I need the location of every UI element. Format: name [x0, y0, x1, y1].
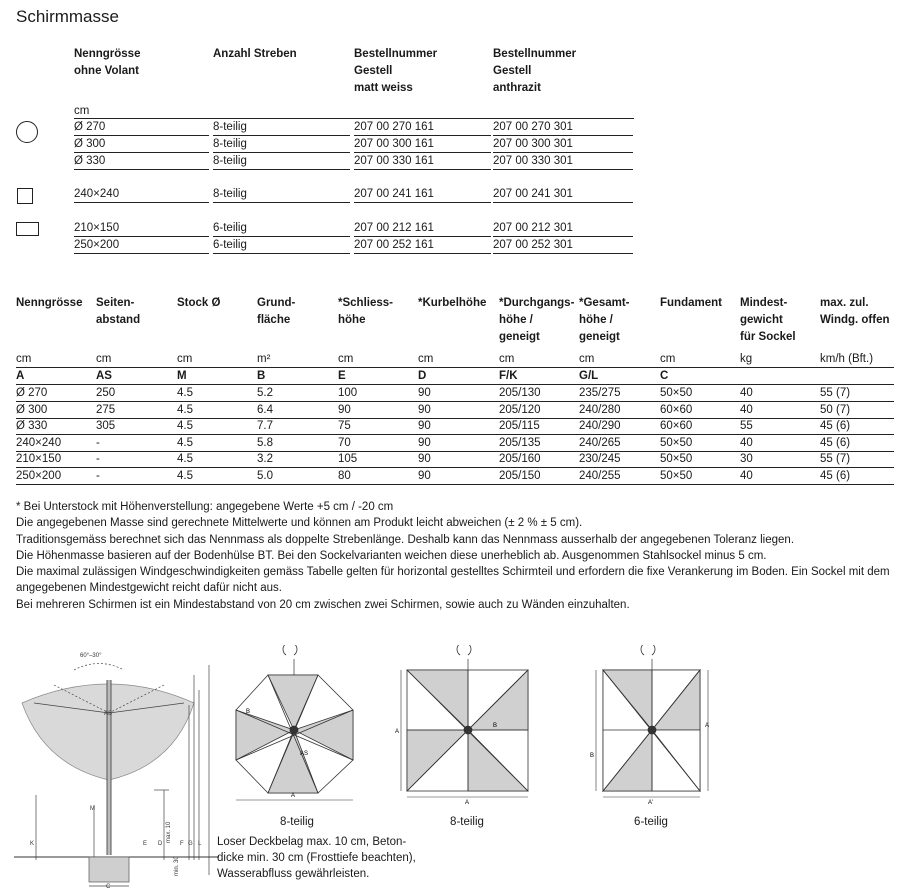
table2-code: D: [418, 370, 427, 382]
rule: [16, 367, 894, 368]
table1-cell: 207 00 241 301: [493, 188, 573, 200]
sq-label-a-side: A: [395, 729, 400, 735]
footnote-line: Die angegebenen Masse sind gerechnete Mittelwerte und können am Produkt leicht abweichen (± 2 % ± 5 cm).: [16, 517, 583, 530]
table2-header-line: Nenngrösse: [16, 297, 83, 309]
table1-cell: 207 00 270 161: [354, 121, 434, 133]
table2-cell: 205/150: [499, 469, 541, 482]
table2-cell: 70: [338, 436, 351, 449]
table1-cell: 207 00 300 301: [493, 138, 573, 150]
table2-cell: 50 (7): [820, 403, 851, 416]
table1-header-line: anthrazit: [493, 82, 541, 94]
table2-header-line: abstand: [96, 314, 141, 326]
table2-unit: cm: [499, 353, 515, 365]
rect-label-a-prime: A': [648, 800, 654, 805]
table2-code: E: [338, 370, 346, 382]
table2-header-line: fläche: [257, 314, 291, 326]
table2-unit: kg: [740, 353, 753, 365]
table2-header-line: Windg. offen: [820, 314, 890, 326]
rule: [74, 253, 209, 254]
table2-header-line: höhe: [338, 314, 366, 326]
table1-header-line: Gestell: [493, 65, 532, 77]
footnotes: [16, 499, 896, 613]
table1-cell: 207 00 330 161: [354, 155, 434, 167]
table2-header: [499, 295, 574, 346]
table1-cell: 207 00 252 301: [493, 239, 573, 251]
table2-header: [177, 295, 220, 312]
side-view-diagram: [14, 645, 219, 890]
table1-header: [493, 46, 576, 97]
table2-header-line: geneigt: [499, 331, 540, 343]
table1-cell: 207 00 241 161: [354, 188, 434, 200]
table2-cell: 55 (7): [820, 387, 851, 399]
table2-header: [418, 295, 486, 312]
side-label-as: AS: [104, 711, 113, 717]
rule: [493, 169, 633, 170]
table2-code: G/L: [579, 370, 599, 382]
table2-cell: 5.8: [257, 436, 273, 449]
table2-cell: 240×240: [16, 436, 62, 449]
table1-header-line: ohne Volant: [74, 65, 139, 77]
side-label-max: max. 10: [166, 821, 172, 843]
footnote-line: Traditionsgemäss berechnet sich das Nennmass als doppelte Strebenlänge. Deshalb kann das Nennmass ausserhalb der angegebenen Toleranz liegen.: [16, 533, 795, 546]
table1-cell: 6-teilig: [213, 222, 247, 234]
table2-cell: 6.4: [257, 403, 273, 416]
table2-code: F/K: [499, 370, 518, 382]
rule: [493, 253, 633, 254]
table2-cell: 55: [740, 420, 753, 432]
page-title: Schirmmasse: [16, 7, 119, 26]
rectangle-diagram: [588, 645, 718, 805]
side-caption-line: Loser Deckbelag max. 10 cm, Beton-: [217, 836, 407, 848]
table2-cell: 235/275: [579, 387, 621, 399]
table2-cell: 40: [740, 436, 753, 449]
footnote-line: Die Höhenmasse basieren auf der Bodenhülse BT. Bei den Sockelvarianten weichen diese unerheblich ab. Ausgenommen Stahlsockel minus 5 cm.: [16, 549, 767, 562]
table2-cell: 90: [418, 469, 431, 482]
rect-label-a: A: [705, 723, 710, 729]
table1-cell: 8-teilig: [213, 138, 247, 150]
table1-header-line: Bestellnummer: [493, 48, 577, 60]
rect-caption: 6-teilig: [634, 816, 668, 828]
table2-cell: 4.5: [177, 403, 193, 416]
table2-header-line: *Kurbelhöhe: [418, 297, 487, 309]
table2-header-line: höhe /: [499, 314, 533, 326]
table2-cell: 205/120: [499, 403, 541, 416]
table2-cell: 90: [418, 387, 431, 399]
table2-cell: 250×200: [16, 469, 62, 482]
footnote-line: Die maximal zulässigen Windgeschwindigkeiten gemäss Tabelle gelten für horizontal gestelltes Schirmteil und erfordern die fixe Verankerung im Boden. Ein Sockel mit dem angegebenen Mindestgewicht reicht dafür nicht aus.: [16, 566, 890, 595]
table2-cell: 230/245: [579, 453, 621, 465]
table1-header-line: Bestellnummer: [354, 48, 438, 60]
table2-cell: 5.2: [257, 387, 273, 399]
table2-cell: Ø 270: [16, 387, 48, 399]
table2-cell: 60×60: [660, 403, 693, 416]
table2-header-line: *Schliess-: [338, 297, 393, 309]
rule: [16, 484, 894, 485]
table1-unit: cm: [74, 105, 90, 117]
table2-cell: 30: [740, 453, 753, 465]
table2-code: A: [16, 370, 25, 382]
table1-cell: 240×240: [74, 188, 120, 200]
table2-header-line: Seiten-: [96, 297, 135, 309]
table1-cell: 8-teilig: [213, 155, 247, 167]
table2-cell: 240/265: [579, 436, 621, 449]
table2-cell: 90: [418, 403, 431, 416]
rule: [16, 418, 894, 419]
rule: [354, 169, 491, 170]
table1-header-line: Nenngrösse: [74, 48, 141, 60]
side-label-e: E: [143, 841, 148, 847]
table1-cell: 8-teilig: [213, 121, 247, 133]
table2-cell: -: [96, 469, 100, 482]
table2-cell: 75: [338, 420, 351, 432]
table2-cell: 240/290: [579, 420, 621, 432]
table2-cell: 90: [418, 436, 431, 449]
oct-label-as: AS: [300, 751, 309, 757]
table2-cell: 90: [338, 403, 351, 416]
oct-label-a: A: [291, 793, 296, 799]
table2-cell: 5.0: [257, 469, 273, 482]
side-label-c: C: [106, 884, 111, 890]
side-label-k: K: [30, 841, 35, 847]
table2-cell: 205/115: [499, 420, 540, 432]
table2-cell: 50×50: [660, 469, 693, 482]
oct-label-b: B: [246, 709, 251, 715]
side-label-f: F: [180, 841, 184, 847]
table2-cell: 50×50: [660, 436, 693, 449]
table2-cell: 240/255: [579, 469, 621, 482]
table1-header-line: Anzahl Streben: [213, 48, 297, 60]
table1-header-line: matt weiss: [354, 82, 413, 94]
table2-header-line: Stock Ø: [177, 297, 221, 309]
table2-cell: 40: [740, 387, 753, 399]
rectangle-shape-icon: [16, 222, 39, 236]
table2-unit: cm: [418, 353, 434, 365]
table2-cell: 240/280: [579, 403, 621, 416]
rule: [493, 202, 633, 203]
table2-header-line: Mindest-: [740, 297, 788, 309]
table1-header: [74, 46, 140, 80]
table2-header-line: gewicht: [740, 314, 783, 326]
sq-label-b: B: [493, 723, 498, 729]
table2-cell: 250: [96, 387, 116, 399]
table2-cell: 40: [740, 403, 753, 416]
table2-cell: -: [96, 453, 100, 465]
table2-header-line: Fundament: [660, 297, 722, 309]
table2-header-line: Grund-: [257, 297, 296, 309]
table1-cell: 207 00 330 301: [493, 155, 573, 167]
table2-cell: 305: [96, 420, 116, 432]
table1-cell: 207 00 212 301: [493, 222, 573, 234]
side-caption-line: Wasserabfluss gewährleisten.: [217, 868, 370, 880]
rule: [354, 202, 491, 203]
table2-unit: m²: [257, 353, 271, 365]
table2-header: [16, 295, 82, 312]
table2-code: B: [257, 370, 266, 382]
round-shape-icon: [16, 121, 38, 143]
rule: [16, 401, 894, 402]
table1-cell: 207 00 252 161: [354, 239, 434, 251]
table2-header: [338, 295, 393, 329]
table1-cell: 6-teilig: [213, 239, 247, 251]
table1-cell: 207 00 300 161: [354, 138, 434, 150]
side-caption: [217, 834, 416, 882]
table2-unit: cm: [16, 353, 32, 365]
table2-cell: 7.7: [257, 420, 273, 432]
footnote-line: * Bei Unterstock mit Höhenverstellung: angegebene Werte +5 cm / -20 cm: [16, 501, 394, 513]
square-diagram: [393, 645, 538, 805]
table2-code: M: [177, 370, 187, 382]
table2-code: C: [660, 370, 669, 382]
table2-cell: 45 (6): [820, 436, 851, 449]
side-label-d: D: [158, 841, 163, 847]
table2-cell: 4.5: [177, 453, 193, 465]
table2-header: [740, 295, 796, 346]
table2-cell: 45 (6): [820, 469, 851, 482]
sq-label-a-bottom: A: [465, 800, 470, 805]
rect-label-b: B: [590, 753, 595, 759]
table2-header-line: max. zul.: [820, 297, 869, 309]
table2-cell: Ø 300: [16, 403, 48, 416]
rule: [213, 202, 350, 203]
square-caption: 8-teilig: [450, 816, 484, 828]
table2-cell: 4.5: [177, 436, 193, 449]
side-label-m: M: [90, 806, 95, 812]
table2-header-line: *Durchgangs-: [499, 297, 575, 309]
table2-unit: cm: [96, 353, 112, 365]
table2-cell: 90: [418, 453, 431, 465]
table2-cell: 80: [338, 469, 351, 482]
table2-unit: cm: [579, 353, 595, 365]
rule: [213, 169, 350, 170]
table2-cell: -: [96, 436, 100, 449]
footnote-line: Bei mehreren Schirmen ist ein Mindestabstand von 20 cm zwischen zwei Schirmen, sowie auch zu Wänden einzuhalten.: [16, 598, 630, 611]
table2-cell: 90: [418, 420, 431, 432]
table2-cell: 40: [740, 469, 753, 482]
table2-cell: 4.5: [177, 420, 193, 432]
side-label-l: L: [198, 841, 202, 847]
side-label-min: min. 30: [174, 856, 180, 876]
table2-unit: cm: [177, 353, 193, 365]
table1-cell: 207 00 270 301: [493, 121, 573, 133]
table1-cell: 250×200: [74, 239, 120, 251]
table2-header: [257, 295, 295, 329]
table1-cell: Ø 270: [74, 121, 106, 133]
rule: [16, 467, 894, 468]
table2-cell: 50×50: [660, 453, 693, 465]
rule: [213, 253, 350, 254]
table2-cell: 4.5: [177, 387, 193, 399]
table2-header-line: für Sockel: [740, 331, 796, 343]
table2-cell: 275: [96, 403, 116, 416]
table2-cell: 210×150: [16, 453, 62, 465]
table2-unit: cm: [660, 353, 676, 365]
table2-cell: 205/130: [499, 387, 541, 399]
octagon-diagram: [228, 645, 363, 805]
table1-cell: 210×150: [74, 222, 120, 234]
table2-cell: 45 (6): [820, 420, 851, 432]
rule: [354, 253, 491, 254]
table2-cell: 205/160: [499, 453, 541, 465]
table2-cell: 3.2: [257, 453, 273, 465]
table1-cell: Ø 330: [74, 155, 106, 167]
table2-cell: 205/135: [499, 436, 541, 449]
table1-cell: 8-teilig: [213, 188, 247, 200]
table1-header-line: Gestell: [354, 65, 393, 77]
table2-unit: cm: [338, 353, 354, 365]
table1-cell: Ø 300: [74, 138, 106, 150]
table2-cell: 50×50: [660, 387, 693, 399]
table2-cell: 55 (7): [820, 453, 851, 465]
rule: [16, 451, 894, 452]
table2-header: [660, 295, 722, 312]
rule: [74, 202, 209, 203]
table2-header: [579, 295, 630, 346]
table2-header: [96, 295, 140, 329]
table1-cell: 207 00 212 161: [354, 222, 434, 234]
table2-header-line: *Gesamt-: [579, 297, 630, 309]
table2-cell: Ø 330: [16, 420, 48, 432]
table2-header-line: geneigt: [579, 331, 620, 343]
table2-cell: 60×60: [660, 420, 693, 432]
table2-header: [820, 295, 890, 329]
table2-header-line: höhe /: [579, 314, 613, 326]
rule: [16, 384, 894, 385]
side-caption-line: dicke min. 30 cm (Frosttiefe beachten),: [217, 852, 416, 864]
side-label-g: G: [188, 841, 193, 847]
rule: [16, 434, 894, 435]
table1-header: [213, 46, 297, 63]
table1-header: [354, 46, 437, 97]
table2-code: AS: [96, 370, 112, 382]
table2-cell: 100: [338, 387, 358, 399]
rule: [74, 169, 209, 170]
octagon-caption: 8-teilig: [280, 816, 314, 828]
table2-cell: 105: [338, 453, 358, 465]
square-shape-icon: [17, 188, 33, 204]
table2-cell: 4.5: [177, 469, 193, 482]
side-label-angle: 60°–30°: [80, 653, 102, 659]
table2-unit: km/h (Bft.): [820, 353, 874, 365]
